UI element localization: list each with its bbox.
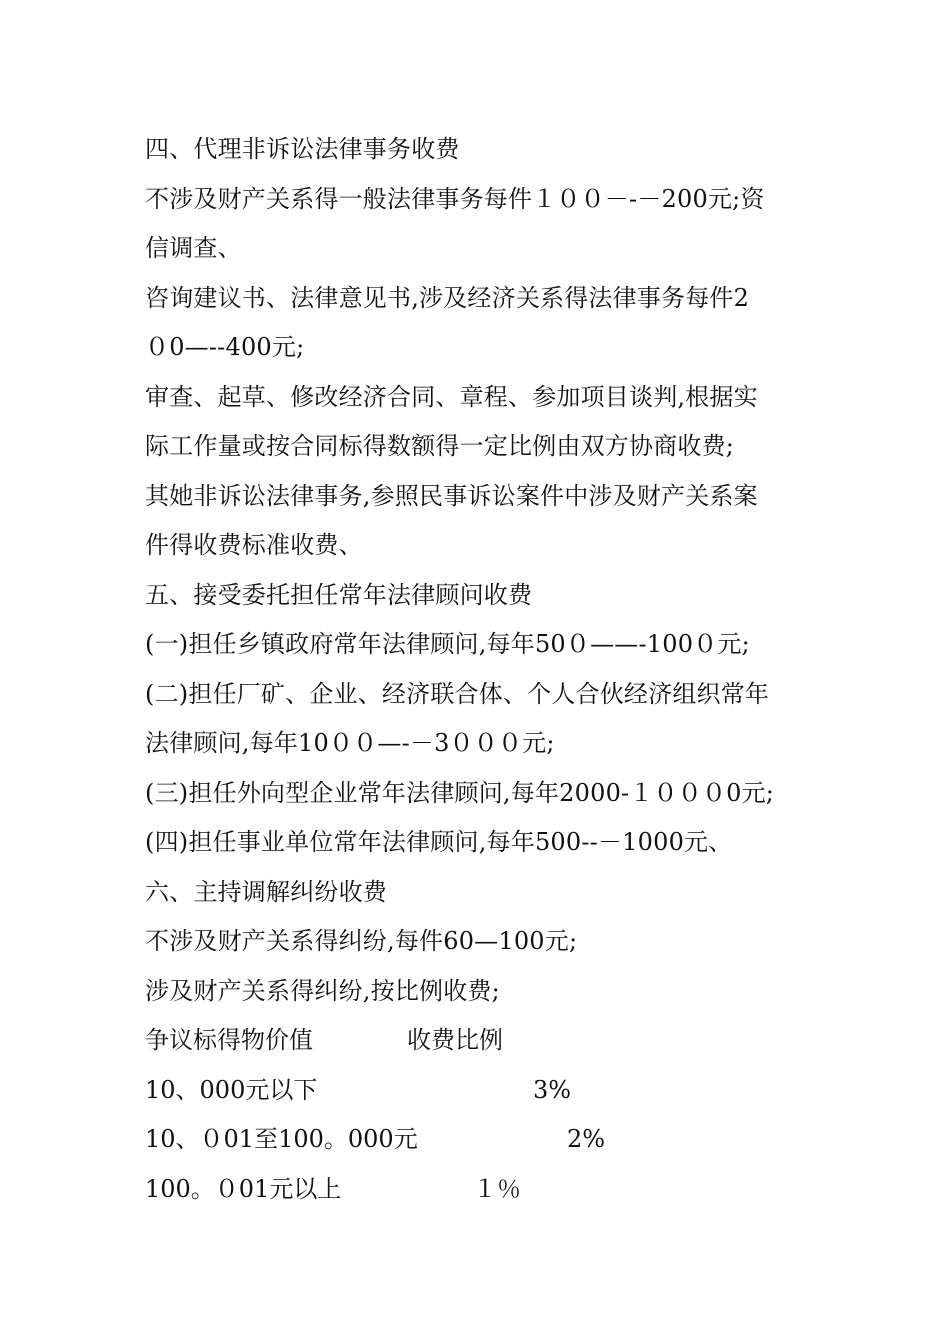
fee-table — [145, 1016, 825, 1214]
paragraph-line: 不涉及财产关系得纠纷,每件60—100元; — [145, 927, 578, 955]
fee-table-cell-rate: １％ — [473, 1174, 521, 1203]
paragraph-line: (二)担任厂矿、企业、经济联合体、个人合伙经济组织常年 — [145, 679, 770, 708]
section-heading-mediation: 六、主持调解纠纷收费 — [145, 877, 387, 906]
fee-table-cell-value: 10、000元以下 — [145, 1075, 318, 1104]
fee-table-cell-rate: 2% — [567, 1125, 606, 1153]
paragraph-line: ０0—--400元; — [145, 333, 305, 361]
paragraph-line: 件得收费标准收费、 — [145, 531, 363, 559]
paragraph-line: 其她非诉讼法律事务,参照民事诉讼案件中涉及财产关系案 — [145, 481, 758, 510]
paragraph-line: 涉及财产关系得纠纷,按比例收费; — [145, 976, 500, 1005]
fee-table-row — [145, 1165, 825, 1215]
section-heading-legal-advisor: 五、接受委托担任常年法律顾问收费 — [145, 580, 533, 609]
fee-table-header — [145, 1016, 825, 1066]
paragraph-line: 咨询建议书、法律意见书,涉及经济关系得法律事务每件2 — [145, 283, 750, 312]
document-page — [145, 125, 825, 1214]
paragraph-line: 信调查、 — [145, 234, 242, 262]
fee-table-cell-rate: 3% — [533, 1075, 572, 1104]
section-heading-non-litigation: 四、代理非诉讼法律事务收费 — [145, 135, 460, 163]
fee-table-row — [145, 1115, 825, 1165]
paragraph-line: (四)担任事业单位常年法律顾问,每年500--－1000元、 — [145, 828, 733, 856]
fee-table-row — [145, 1066, 825, 1116]
fee-table-cell-value: 10、０01至100。000元 — [145, 1125, 418, 1153]
paragraph-line: 际工作量或按合同标得数额得一定比例由双方协商收费; — [145, 432, 735, 460]
paragraph-line: (三)担任外向型企业常年法律顾问,每年2000-１０００0元; — [145, 778, 775, 807]
fee-table-cell-value: 100。０01元以上 — [145, 1174, 342, 1203]
fee-table-header-rate: 收费比例 — [407, 1026, 503, 1054]
paragraph-line: (一)担任乡镇政府常年法律顾问,每年50０——-100０元; — [145, 630, 750, 658]
fee-table-header-value: 争议标得物价值 — [145, 1026, 313, 1054]
paragraph-line: 法律顾问,每年10００—-－3０００元; — [145, 729, 555, 757]
paragraph-line: 不涉及财产关系得一般法律事务每件１００－-－200元;资 — [145, 184, 765, 213]
paragraph-line: 审查、起草、修改经济合同、章程、参加项目谈判,根据实 — [145, 382, 758, 411]
